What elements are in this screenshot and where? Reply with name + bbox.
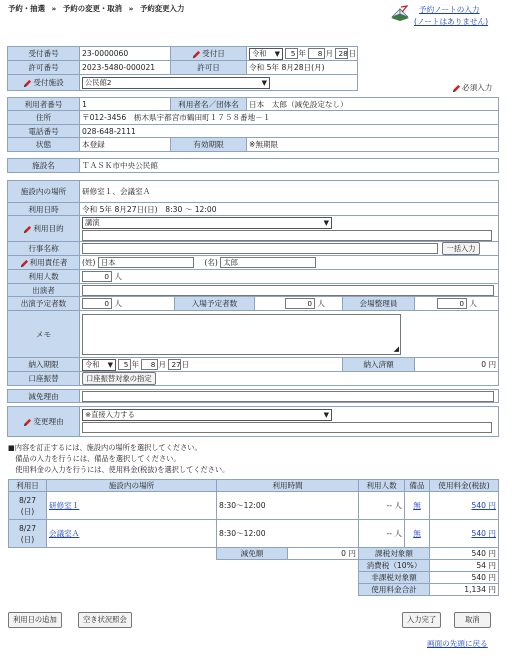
yen-unit: 円: [488, 573, 496, 582]
change-reason-value: ※直接入力する: [85, 410, 135, 419]
table-row: [9, 492, 499, 520]
perf-count-label: 出演予定者数: [8, 297, 80, 311]
nontaxable-amount: 540: [471, 573, 486, 582]
reduction-table: [7, 389, 499, 403]
count-input[interactable]: 0: [82, 271, 112, 282]
venue-staff-input[interactable]: 0: [437, 298, 467, 309]
yen-unit: 円: [488, 549, 496, 558]
venue-staff-label: 会場整理員: [343, 297, 415, 311]
purpose-label: 利用目的: [33, 224, 64, 233]
phone: 028-648-2111: [80, 125, 499, 138]
col-header-equipment: 備品: [405, 480, 430, 492]
place-label: 施設内の場所: [8, 181, 80, 203]
memo-label: メモ: [8, 311, 80, 358]
permit-no-label: 許可番号: [8, 61, 80, 75]
chevron-down-icon: ▼: [323, 219, 329, 227]
person-unit: 人: [469, 298, 478, 308]
surname-label: (姓): [82, 257, 96, 267]
day-unit: 日: [348, 48, 357, 58]
responsible-label: 利用責任者: [29, 258, 68, 267]
month-unit: 月: [158, 359, 167, 369]
required-pen-icon: [192, 50, 201, 59]
memo-textarea[interactable]: [82, 314, 401, 355]
yen-unit: 円: [488, 529, 496, 538]
given-name-label: (名): [204, 257, 218, 267]
user-name: 日本 太郎（減免設定なし）: [247, 98, 499, 111]
expiry: ※無期限: [247, 138, 499, 152]
deadline-year-input[interactable]: 5: [118, 359, 131, 370]
col-header-count: 利用人数: [359, 480, 405, 492]
tax-amount: 54: [476, 561, 486, 570]
yen-unit: 円: [488, 585, 496, 594]
row-count: --: [386, 501, 392, 510]
datetime: 令和 5年 8月27日(日) 8:30 ～ 12:00: [80, 203, 499, 216]
breadcrumb-item-lottery[interactable]: 予約・抽選: [8, 4, 45, 13]
facility-name: ＴＡＳＫ市中央公民館: [80, 159, 499, 173]
row-place-link[interactable]: 会議室Ａ: [49, 529, 80, 538]
person-unit: 人: [114, 271, 123, 281]
required-pen-icon: [23, 225, 32, 234]
yen-unit: 円: [348, 549, 356, 558]
resize-handle-icon[interactable]: ◢: [393, 344, 399, 353]
year-unit: 年: [298, 48, 307, 58]
user-name-label: 利用者名／団体名: [171, 98, 247, 111]
row-fee: 540: [471, 501, 486, 510]
yen-unit: 円: [488, 561, 496, 570]
breadcrumb-item-change[interactable]: 予約の変更・取消: [62, 4, 123, 13]
reduction-amount-label: 減免額: [217, 548, 288, 560]
person-unit: 人: [114, 298, 123, 308]
purpose-value: 講演: [85, 218, 100, 227]
row-fee-link[interactable]: [471, 501, 496, 510]
receipt-date-label: 受付日: [202, 49, 225, 58]
row-date: 8/27: [18, 495, 37, 505]
status-label: 状態: [8, 138, 80, 152]
row-dow: (日): [20, 534, 35, 544]
fee-summary-table: [216, 547, 499, 596]
back-to-top-link[interactable]: 画面の先頭に戻る: [427, 639, 488, 648]
expiry-label: 有効期限: [171, 138, 247, 152]
instruction-line: 使用料金の入力を行うには、使用料金(税抜)を選択してください。: [8, 465, 230, 474]
reservation-info-table: [7, 46, 358, 91]
tax-label: 消費税（10%）: [359, 560, 430, 572]
instruction-line: 備品の入力を行うには、備品を選択してください。: [8, 454, 181, 463]
col-header-date: 利用日: [9, 480, 47, 492]
instruction-line: ■内容を訂正するには、施設内の場所を選択してください。: [8, 443, 202, 452]
row-time: 8:30～12:00: [217, 520, 359, 548]
row-equipment-link[interactable]: 無: [413, 529, 421, 538]
year-unit: 年: [131, 359, 140, 369]
required-pen-icon: [23, 79, 32, 88]
person-unit: 人: [317, 298, 326, 308]
place: 研修室１、会議室Ａ: [80, 181, 499, 203]
taxable-label: 課税対象額: [359, 548, 430, 560]
perf-count-input[interactable]: 0: [82, 298, 112, 309]
user-no-label: 利用者番号: [8, 98, 80, 111]
permit-date: 令和 5年 8月28日(月): [247, 61, 358, 75]
row-time: 8:30～12:00: [217, 492, 359, 520]
receipt-day-input[interactable]: 28: [335, 48, 348, 59]
phone-label: 電話番号: [8, 125, 80, 138]
facility-name-label: 施設名: [8, 159, 80, 173]
change-reason-table: [7, 406, 499, 437]
bulk-input-button[interactable]: 一括入力: [442, 242, 479, 255]
count-label: 利用人数: [8, 270, 80, 284]
facility-table: [7, 158, 499, 173]
facility-value: 公民館2: [85, 77, 112, 87]
deadline-label: 納入期限: [8, 358, 80, 372]
usage-table: [8, 479, 499, 548]
status: 本登録: [80, 138, 171, 152]
transfer-target-button[interactable]: 口座振替対象の指定: [82, 372, 156, 385]
address-label: 住所: [8, 111, 80, 125]
chevron-down-icon: ▼: [323, 411, 329, 419]
purpose-text-input[interactable]: [82, 230, 492, 241]
deadline-era-select[interactable]: [82, 359, 116, 371]
receipt-year-input[interactable]: 5: [285, 48, 298, 59]
reservation-detail-table: [7, 180, 499, 386]
breadcrumb-separator: »: [51, 4, 57, 13]
receipt-era-select[interactable]: [249, 48, 283, 60]
row-equipment-link[interactable]: 無: [413, 501, 421, 510]
row-fee-link[interactable]: [471, 529, 496, 538]
receipt-month-input[interactable]: 8: [308, 48, 325, 59]
day-unit: 日: [181, 359, 190, 369]
cancel-button[interactable]: 取消: [454, 612, 491, 628]
col-header-time: 利用時間: [217, 480, 359, 492]
col-header-fee: 使用料金(税抜): [430, 480, 499, 492]
person-unit: 人: [394, 501, 402, 510]
chevron-down-icon: ▼: [107, 360, 113, 369]
yen-unit: 円: [488, 501, 496, 510]
breadcrumb-separator: »: [128, 4, 134, 13]
required-legend: [452, 82, 492, 93]
note-status-link[interactable]: (ノートはありません): [414, 17, 489, 26]
row-place-link[interactable]: 研修室１: [49, 501, 80, 510]
person-unit: 人: [394, 529, 402, 538]
receipt-facility-select[interactable]: [82, 77, 270, 89]
deadline-month-input[interactable]: 8: [141, 359, 158, 370]
receipt-no-label: 受付番号: [8, 47, 80, 61]
row-dow: (日): [20, 506, 35, 516]
instructions: [8, 442, 229, 475]
required-pen-icon: [23, 418, 32, 427]
address: 〒012-3456 栃木県宇都宮市鶴田町１７５８番地－１: [80, 111, 499, 125]
breadcrumb-item-current: 予約変更入力: [139, 4, 185, 13]
add-date-button[interactable]: 利用日の追加: [8, 612, 62, 628]
breadcrumb: [8, 3, 184, 14]
complete-button[interactable]: 入力完了: [402, 612, 441, 628]
era-value: 令和: [252, 48, 267, 58]
total-label: 使用料金合計: [359, 584, 430, 596]
change-reason-label: 変更理由: [33, 417, 64, 426]
given-name-input[interactable]: 太郎: [220, 257, 316, 268]
era-value: 令和: [85, 359, 100, 369]
permit-no: 2023-5480-000021: [80, 61, 171, 75]
row-count: --: [386, 529, 392, 538]
required-pen-icon: [20, 259, 29, 268]
reduction-reason-input[interactable]: [82, 391, 494, 402]
required-legend-text: 必須入力: [462, 83, 493, 92]
table-row: [9, 520, 499, 548]
vacancy-search-button[interactable]: 空き状況照会: [78, 612, 132, 628]
reduction-amount: 0: [341, 549, 346, 558]
facility-label: 受付施設: [33, 78, 64, 87]
datetime-label: 利用日時: [8, 203, 80, 216]
nontaxable-label: 非課税対象額: [359, 572, 430, 584]
event-name-label: 行事名称: [8, 242, 80, 256]
purpose-select[interactable]: [82, 217, 332, 229]
col-header-place: 施設内の場所: [47, 480, 217, 492]
yen-unit: 円: [488, 360, 497, 369]
event-name-input[interactable]: [82, 243, 438, 254]
user-info-table: [7, 97, 499, 152]
change-reason-input[interactable]: [82, 422, 492, 433]
receipt-no: 23-0000060: [80, 47, 171, 61]
entry-count-label: 入場予定者数: [175, 297, 255, 311]
user-no: 1: [80, 98, 171, 111]
paid-amount: 0: [481, 360, 487, 369]
month-unit: 月: [325, 48, 334, 58]
reduction-reason-label: 減免理由: [8, 390, 80, 403]
deadline-day-input[interactable]: 27: [168, 359, 181, 370]
paid-label: 納入済額: [343, 358, 415, 372]
performer-input[interactable]: [82, 285, 494, 296]
transfer-label: 口座振替: [8, 372, 80, 386]
permit-date-label: 許可日: [171, 61, 247, 75]
total-amount: 1,134: [464, 585, 486, 594]
required-pen-icon: [452, 84, 461, 93]
performer-label: 出演者: [8, 284, 80, 297]
surname-input[interactable]: 日本: [98, 257, 194, 268]
entry-count-input[interactable]: 0: [285, 298, 315, 309]
change-reason-select[interactable]: [82, 409, 332, 421]
note-input-link[interactable]: 予約ノートの入力: [419, 5, 480, 14]
chevron-down-icon: ▼: [261, 78, 267, 87]
taxable-amount: 540: [471, 549, 486, 558]
row-fee: 540: [471, 529, 486, 538]
row-date: 8/27: [18, 523, 37, 533]
note-icon[interactable]: [389, 4, 411, 22]
chevron-down-icon: ▼: [274, 49, 280, 58]
